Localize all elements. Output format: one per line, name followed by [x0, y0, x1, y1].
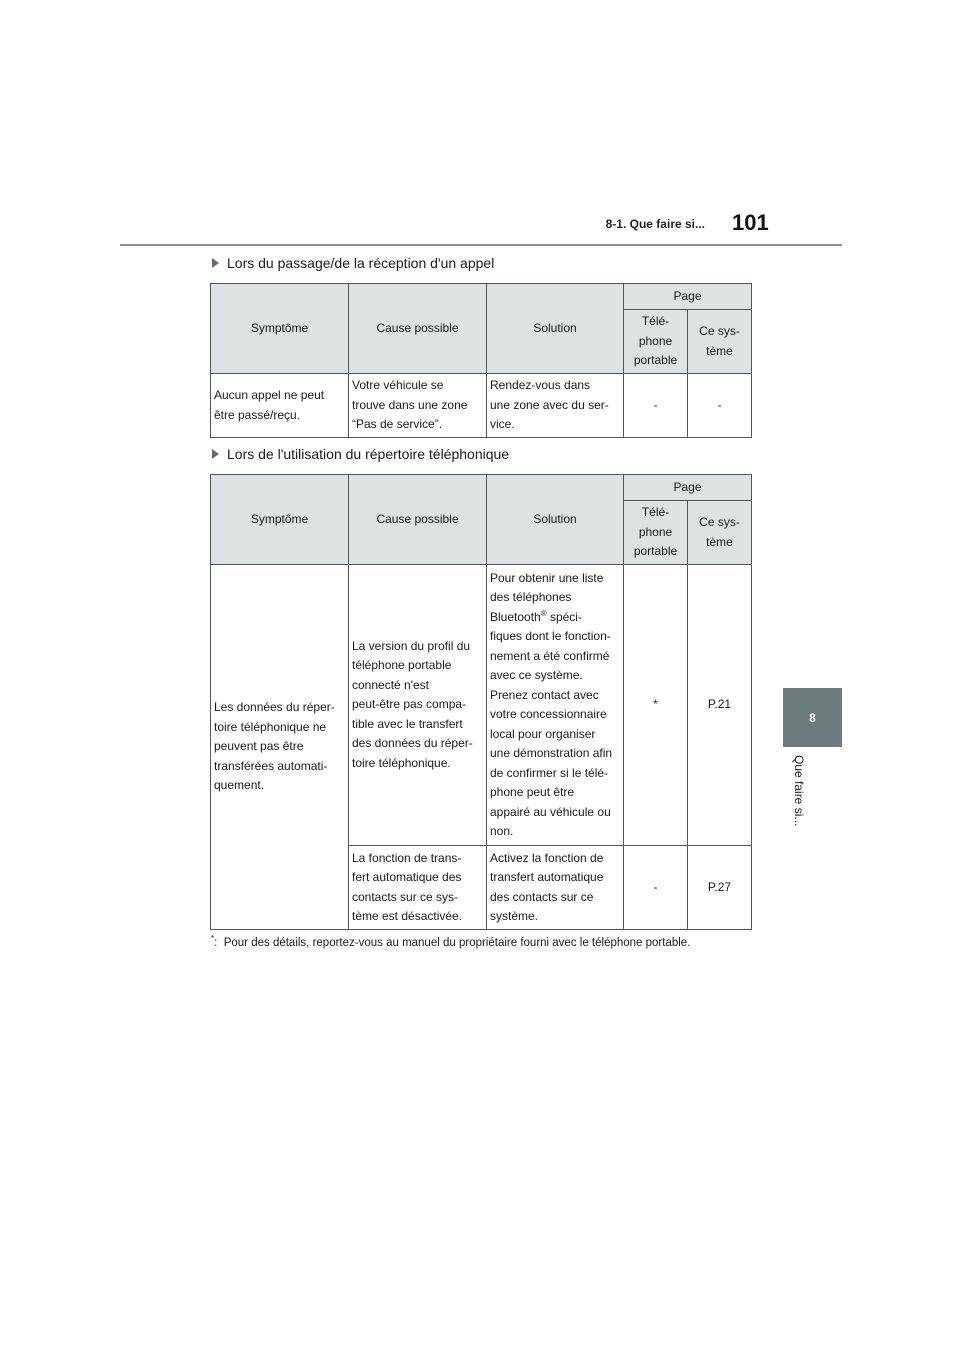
col-system: Ce sys- tème — [688, 310, 752, 374]
cell-solution: Rendez-vous dans une zone avec du ser- vice. — [487, 374, 624, 438]
table-header-row — [211, 284, 752, 310]
cell-cause: Votre véhicule se trouve dans une zone “Pas de service”. — [349, 374, 487, 438]
cell-system: - — [688, 374, 752, 438]
cell-system: P.21 — [688, 565, 752, 846]
col-phone: Télé- phone portable — [624, 501, 688, 565]
page-number: 101 — [732, 210, 769, 235]
cell-symptom: Les données du réper- toire téléphonique ne peuvent pas être transférées automati- quement. — [211, 565, 349, 930]
col-solution: Solution — [487, 475, 624, 565]
col-symptom: Symptôme — [211, 284, 349, 374]
cell-system: P.27 — [688, 846, 752, 930]
cell-cause: La version du profil du téléphone portable connecté n'est peut-être pas compa- tible avec le transfert des données du réper- toire téléphonique. — [349, 565, 487, 846]
cell-solution: Pour obtenir une liste des téléphones Bluetooth® spéci- fiques dont le fonction- nement a été confirmé avec ce système. Prenez contact avec votre concessionnaire local pour organiser une démonstration afin de confirmer si le télé- phone peut être appairé au véhicule ou non. — [487, 565, 624, 846]
col-symptom: Symptôme — [211, 475, 349, 565]
chapter-tab — [783, 688, 842, 747]
table-header-row — [211, 475, 752, 501]
col-cause: Cause possible — [349, 284, 487, 374]
section-heading-phonebook — [212, 446, 509, 462]
cell-cause: La fonction de trans- fert automatique des contacts sur ce sys- tème est désactivée. — [349, 846, 487, 930]
chapter-side-label: Que faire si... — [792, 755, 806, 827]
col-solution: Solution — [487, 284, 624, 374]
footnote-mark: * — [211, 934, 215, 944]
cell-phone: - — [624, 846, 688, 930]
table-phonebook-issues — [210, 474, 752, 930]
section-heading-text: Lors de l'utilisation du répertoire téléphonique — [227, 446, 510, 462]
col-page: Page — [624, 284, 752, 310]
header-divider — [120, 244, 842, 246]
triangle-bullet-icon — [212, 449, 219, 459]
cell-phone: * — [624, 565, 688, 846]
registered-mark: ® — [540, 608, 547, 618]
table-row — [211, 565, 752, 846]
col-page: Page — [624, 475, 752, 501]
col-system: Ce sys- tème — [688, 501, 752, 565]
footnote: *: Pour des détails, reportez-vous au manuel du propriétaire fourni avec le téléphone portable. — [211, 934, 691, 949]
table-row — [211, 374, 752, 438]
cell-symptom: Aucun appel ne peut être passé/reçu. — [211, 374, 349, 438]
col-phone: Télé- phone portable — [624, 310, 688, 374]
running-header-section: 8-1. Que faire si... — [605, 217, 705, 231]
cell-phone: - — [624, 374, 688, 438]
chapter-number: 8 — [809, 710, 816, 725]
col-cause: Cause possible — [349, 475, 487, 565]
cell-solution: Activez la fonction de transfert automatique des contacts sur ce système. — [487, 846, 624, 930]
section-heading-text: Lors du passage/de la réception d'un appel — [227, 255, 495, 271]
triangle-bullet-icon — [212, 258, 219, 268]
table-call-issues — [210, 283, 752, 438]
footnote-text: Pour des détails, reportez-vous au manuel du propriétaire fourni avec le téléphone portable. — [223, 937, 691, 949]
section-heading-call — [212, 255, 494, 271]
